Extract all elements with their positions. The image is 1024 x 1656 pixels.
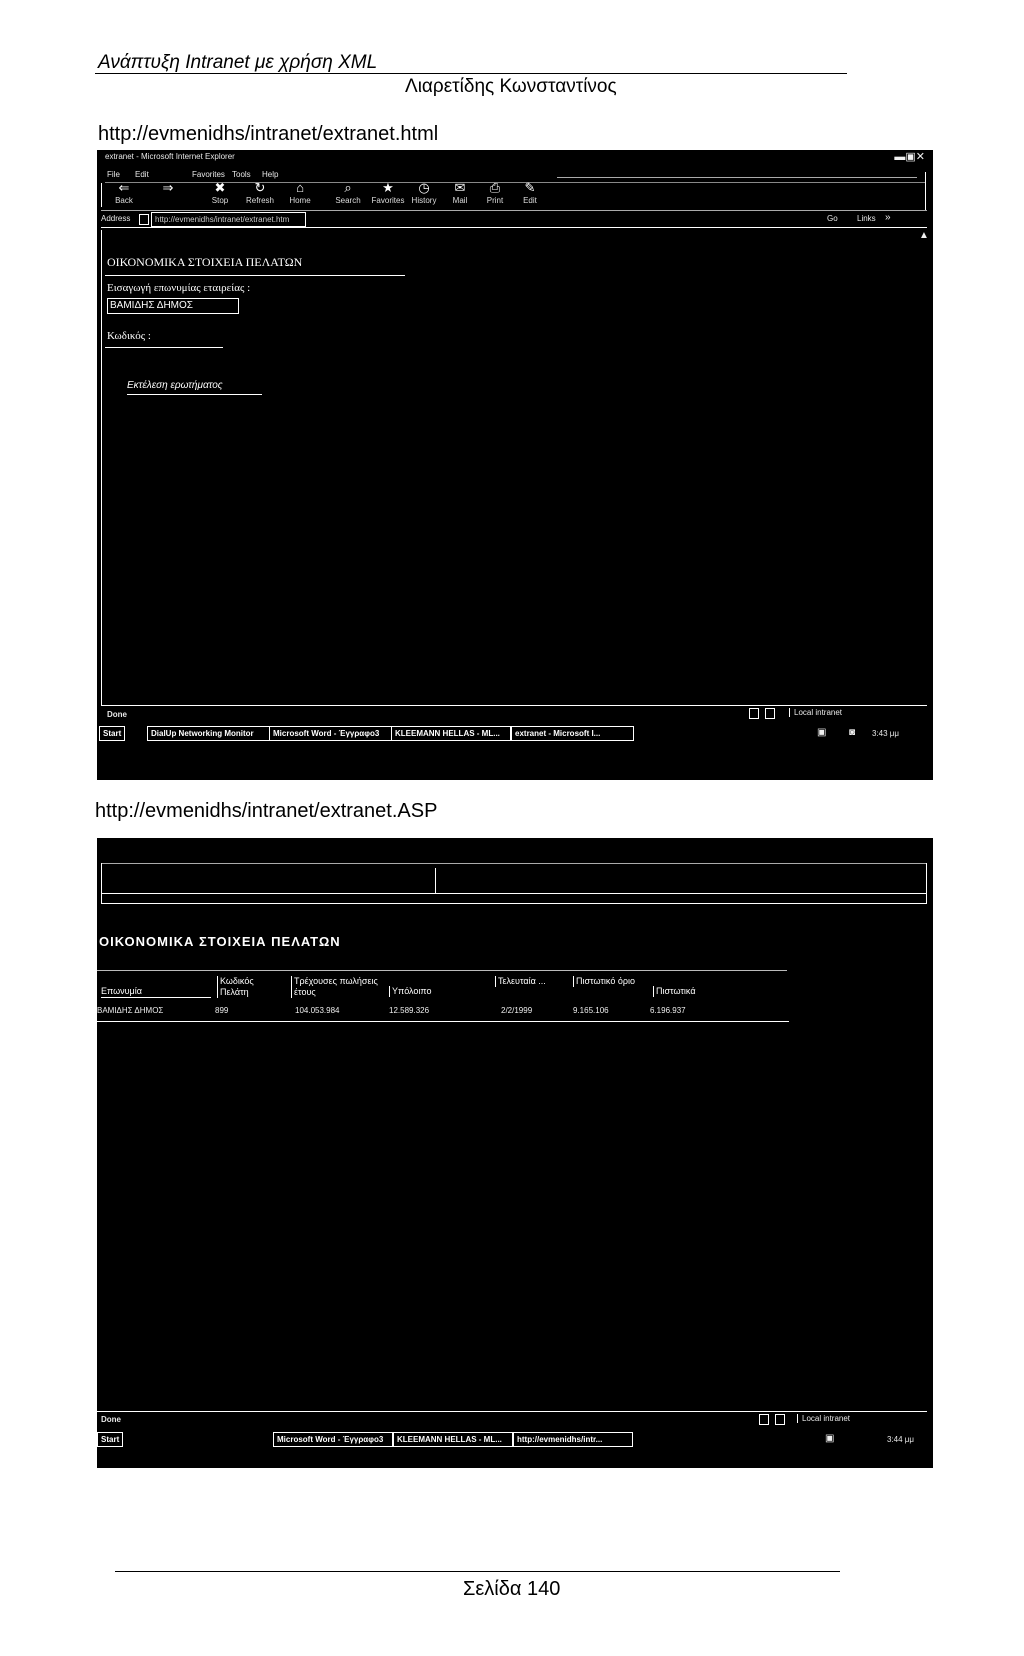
submit-query-button[interactable]: Εκτέλεση ερωτήματος	[127, 380, 262, 395]
column-header: Πιστωτικά	[653, 986, 746, 997]
stop-button[interactable]: ✖ Stop	[197, 180, 243, 205]
column-header: Τελευταία ...	[495, 976, 568, 987]
search-icon: ⌕	[344, 180, 352, 195]
edit-button[interactable]: ✎ Edit	[507, 180, 553, 205]
menu-help[interactable]: Help	[262, 170, 279, 179]
window-controls[interactable]: ▬▣✕	[894, 151, 925, 163]
taskbar-item[interactable]: Microsoft Word - Έγγραφο3	[269, 726, 392, 741]
toolbar-separator	[101, 210, 927, 211]
table-cell: 2/2/1999	[501, 1006, 533, 1015]
column-header: Επωνυμία	[101, 986, 211, 998]
edit-icon: ✎	[524, 180, 536, 195]
status-top-rule	[101, 705, 927, 706]
menu-favorites[interactable]: Favorites	[192, 170, 225, 179]
address-rule	[101, 893, 927, 894]
column-header: Τρέχουσες πωλήσεις έτους	[291, 976, 379, 998]
taskbar-item[interactable]: KLEEMANN HELLAS - ML...	[391, 726, 511, 741]
taskbar-item[interactable]: DialUp Networking Monitor	[147, 726, 270, 741]
toolbar-right-edge	[926, 863, 927, 903]
start-button[interactable]: Start	[97, 1432, 123, 1447]
taskbar-item[interactable]: Microsoft Word - Έγγραφο3	[273, 1432, 393, 1447]
toolbar-left-edge	[101, 863, 102, 903]
taskbar-item[interactable]: extranet - Microsoft I...	[511, 726, 634, 741]
screenshot-extranet-html	[97, 150, 933, 780]
status-panel	[765, 708, 775, 719]
toolbar-right-edge	[925, 172, 926, 210]
history-button[interactable]: ◷ History	[401, 180, 447, 205]
document-title: Ανάπτυξη Intranet με χρήση XML	[98, 52, 378, 73]
table-cell: 9.165.106	[573, 1006, 609, 1015]
table-cell: 6.196.937	[650, 1006, 686, 1015]
back-arrow-icon: ⇐	[118, 180, 130, 195]
company-label: Εισαγωγή επωνυμίας εταιρείας :	[107, 282, 251, 294]
page-number: Σελίδα 140	[463, 1578, 561, 1600]
forward-button[interactable]	[145, 180, 191, 196]
back-button[interactable]: ⇐ Back	[101, 180, 147, 205]
window-title: extranet - Microsoft Internet Explorer	[105, 152, 235, 161]
taskbar-clock: 3:44 μμ	[887, 1435, 915, 1444]
toolbar-divider	[435, 868, 436, 894]
footer-rule	[115, 1571, 840, 1572]
address-input[interactable]: http://evmenidhs/intranet/extranet.htm	[151, 212, 306, 227]
address-separator	[101, 227, 927, 228]
forward-arrow-icon: ⇒	[162, 180, 174, 195]
toolbar-rule	[557, 177, 917, 178]
mail-icon: ✉	[454, 180, 466, 195]
table-cell: 899	[215, 1006, 229, 1015]
column-header: Υπόλοιπο	[389, 986, 487, 997]
code-input[interactable]	[105, 347, 223, 348]
menu-edit[interactable]: Edit	[135, 170, 149, 179]
print-icon: ⎙	[489, 180, 501, 195]
heading-rule	[105, 275, 405, 276]
column-header: Πιστωτικό όριο	[573, 976, 651, 987]
company-input[interactable]: ΒΑΜΙΔΗΣ ΔΗΜΟΣ	[107, 298, 239, 314]
refresh-button[interactable]: ↻ Refresh	[237, 180, 283, 205]
history-icon: ◷	[418, 180, 430, 195]
table-cell: 104.053.984	[295, 1006, 340, 1015]
home-button[interactable]: ⌂ Home	[277, 180, 323, 205]
print-button[interactable]: ⎙ Print	[472, 180, 518, 205]
refresh-icon: ↻	[254, 180, 266, 195]
start-button[interactable]: Start	[99, 726, 125, 741]
home-icon: ⌂	[296, 180, 304, 195]
tray-network-icon: ▣	[825, 1433, 835, 1444]
table-cell: 12.589.326	[389, 1006, 430, 1015]
table-cell: ΒΑΜΙΔΗΣ ΔΗΜΟΣ	[97, 1006, 164, 1015]
page-icon	[139, 214, 149, 225]
status-done: Done	[101, 1415, 121, 1424]
status-done: Done	[107, 710, 127, 719]
stop-icon: ✖	[214, 180, 226, 195]
screenshot1-url-caption: http://evmenidhs/intranet/extranet.html	[98, 123, 439, 145]
page-heading: ΟΙΚΟΝΟΜΙΚΑ ΣΤΟΙΧΕΙΑ ΠΕΛΑΤΩΝ	[107, 255, 303, 269]
status-top-rule	[97, 1411, 927, 1412]
taskbar-item[interactable]: KLEEMANN HELLAS - ML...	[393, 1432, 513, 1447]
search-button[interactable]: ⌕ Search	[325, 180, 371, 205]
menu-tools[interactable]: Tools	[232, 170, 251, 179]
header-rule	[95, 73, 847, 74]
tray-network-icon: ▣	[817, 727, 827, 738]
address-separator	[101, 903, 927, 904]
chevron-right-icon[interactable]: »	[885, 212, 891, 223]
links-button[interactable]: Links	[857, 214, 876, 223]
screenshot-extranet-asp	[97, 838, 933, 1468]
table-bottom-rule	[97, 1021, 789, 1022]
taskbar-clock: 3:43 μμ	[872, 729, 900, 738]
code-label: Κωδικός :	[107, 330, 151, 342]
go-button[interactable]: Go	[827, 214, 838, 223]
status-zone: Local intranet	[789, 708, 842, 717]
favorites-button[interactable]: ★ Favorites	[365, 180, 411, 205]
status-panel	[749, 708, 759, 719]
status-zone: Local intranet	[797, 1414, 850, 1423]
scroll-up-icon[interactable]: ▲	[919, 230, 929, 241]
page-heading: ΟΙΚΟΝΟΜΙΚΑ ΣΤΟΙΧΕΙΑ ΠΕΛΑΤΩΝ	[99, 934, 341, 949]
status-panel	[775, 1414, 785, 1425]
column-header: Κωδικός Πελάτη	[217, 976, 280, 998]
table-header-rule	[97, 970, 787, 971]
address-label: Address	[101, 214, 131, 223]
toolbar-separator	[101, 863, 927, 864]
mail-button[interactable]: ✉ Mail	[437, 180, 483, 205]
status-panel	[759, 1414, 769, 1425]
screenshot2-url-caption: http://evmenidhs/intranet/extranet.ASP	[95, 800, 438, 822]
tray-volume-icon: ◙	[849, 727, 856, 738]
menu-file[interactable]: File	[107, 170, 120, 179]
content-left-border	[101, 230, 102, 705]
taskbar-item[interactable]: http://evmenidhs/intr...	[513, 1432, 633, 1447]
favorites-icon: ★	[382, 180, 394, 195]
document-author: Λιαρετίδης Κωνσταντίνος	[405, 76, 617, 97]
